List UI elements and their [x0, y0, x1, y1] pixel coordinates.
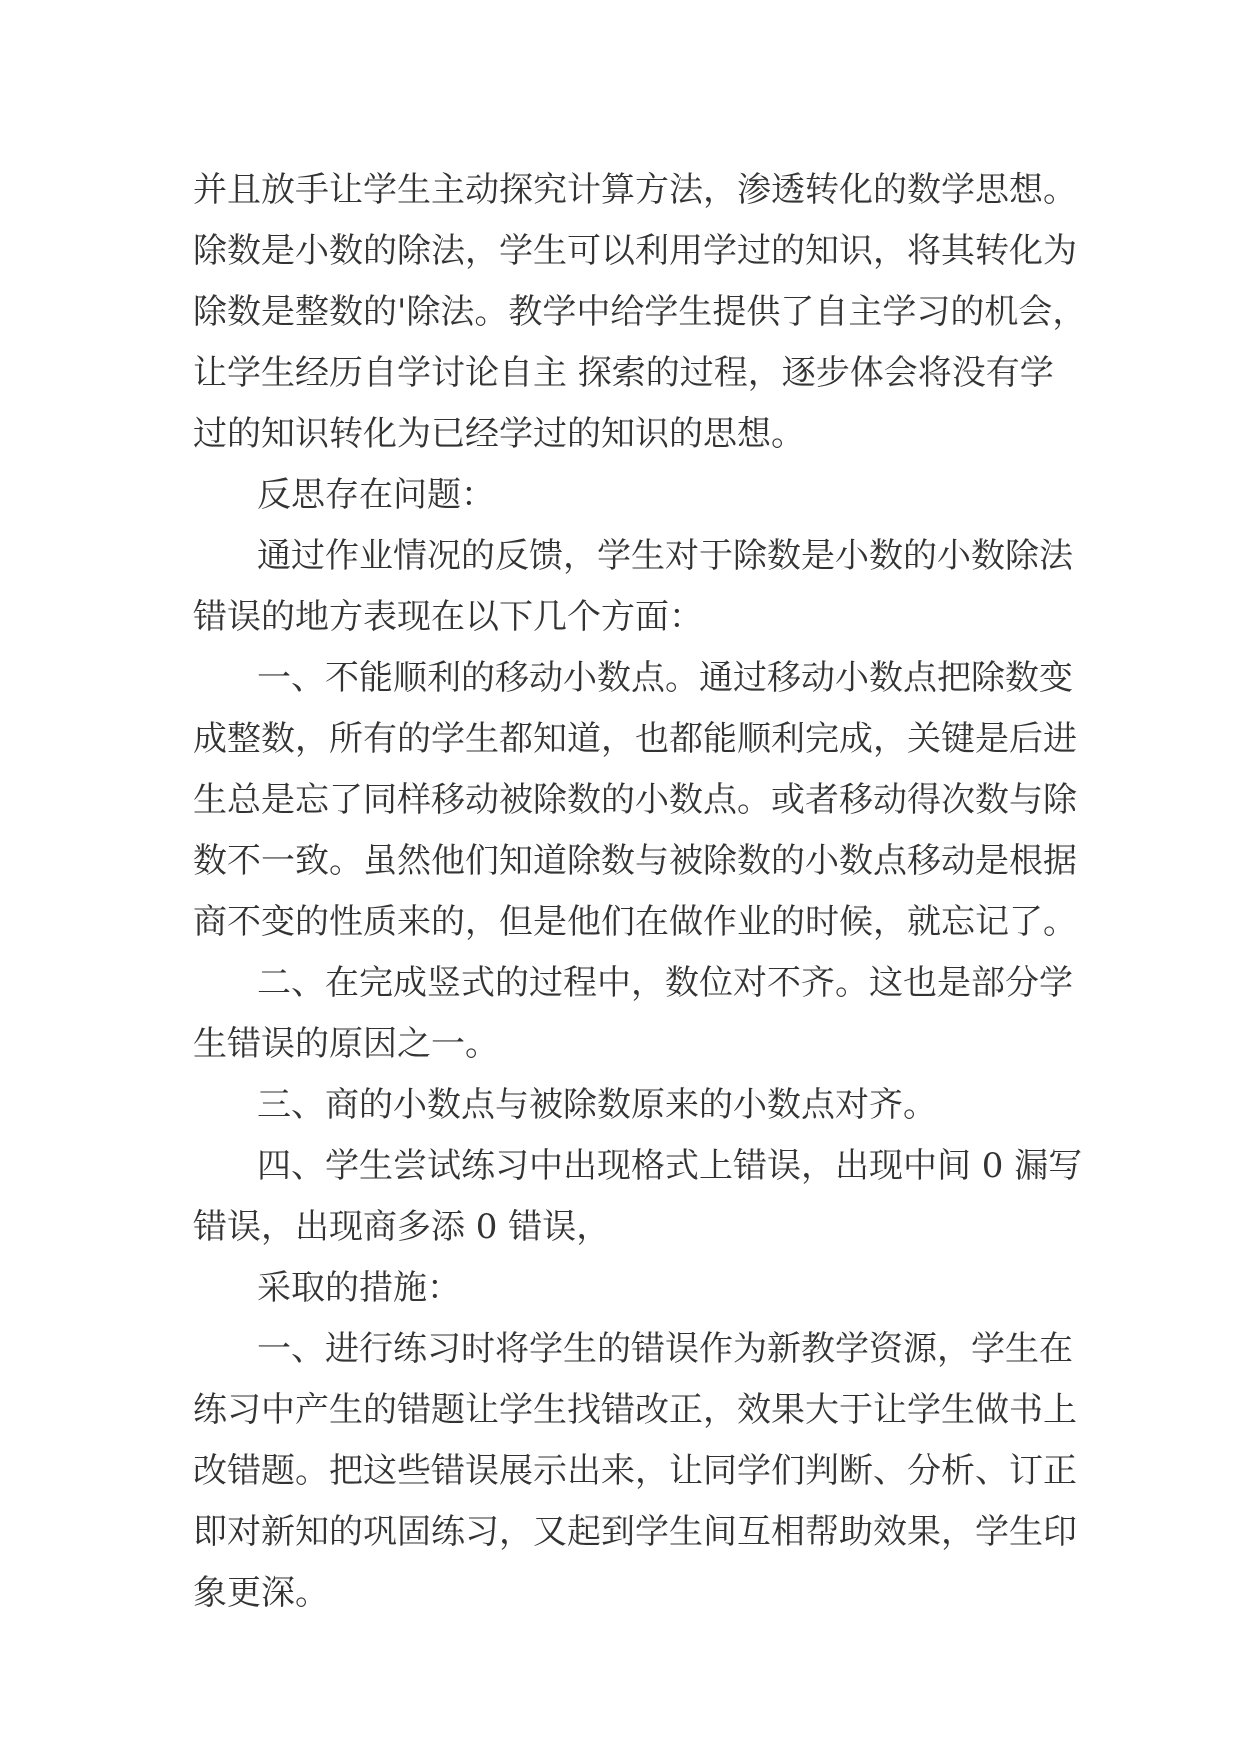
paragraph-first-line: 四、学生尝试练习中出现格式上错误，出现中间 0 漏写	[257, 1146, 1083, 1186]
paragraph-line: 并且放手让学生主动探究计算方法，渗透转化的数学思想。	[193, 170, 1077, 210]
document-body	[193, 160, 1087, 1624]
paragraph-line: 错误的地方表现在以下几个方面：	[193, 597, 703, 637]
paragraph-first-line: 二、在完成竖式的过程中，数位对不齐。这也是部分学	[257, 963, 1073, 1003]
paragraph-line: 除数是小数的除法，学生可以利用学过的知识，将其转化为	[193, 231, 1077, 271]
paragraph-line: 让学生经历自学讨论自主 探索的过程，逐步体会将没有学	[193, 353, 1054, 393]
paragraph-line: 练习中产生的错题让学生找错改正，效果大于让学生做书上	[193, 1390, 1077, 1430]
paragraph-first-line: 一、进行练习时将学生的错误作为新教学资源，学生在	[257, 1329, 1073, 1369]
paragraph-line: 错误，出现商多添 0 错误，	[193, 1207, 611, 1247]
paragraph-first-line: 采取的措施：	[257, 1268, 461, 1308]
paragraph-line: 改错题。把这些错误展示出来，让同学们判断、分析、订正	[193, 1451, 1077, 1491]
paragraph-first-line: 通过作业情况的反馈，学生对于除数是小数的小数除法	[257, 536, 1073, 576]
paragraph-first-line: 三、商的小数点与被除数原来的小数点对齐。	[257, 1085, 937, 1125]
paragraph-line: 过的知识转化为已经学过的知识的思想。	[193, 414, 805, 454]
paragraph-line: 生错误的原因之一。	[193, 1024, 499, 1064]
paragraph-line: 成整数，所有的学生都知道，也都能顺利完成，关键是后进	[193, 719, 1077, 759]
paragraph-line: 即对新知的巩固练习，又起到学生间互相帮助效果，学生印	[193, 1512, 1077, 1552]
paragraph-line: 象更深。	[193, 1573, 329, 1613]
paragraph-line: 商不变的性质来的，但是他们在做作业的时候，就忘记了。	[193, 902, 1077, 942]
paragraph-line: 除数是整数的'除法。教学中给学生提供了自主学习的机会，	[193, 292, 1087, 332]
paragraph-line: 生总是忘了同样移动被除数的小数点。或者移动得次数与除	[193, 780, 1077, 820]
paragraph-line: 数不一致。虽然他们知道除数与被除数的小数点移动是根据	[193, 841, 1077, 881]
paragraph-first-line: 一、不能顺利的移动小数点。通过移动小数点把除数变	[257, 658, 1073, 698]
paragraph-first-line: 反思存在问题：	[257, 475, 495, 515]
